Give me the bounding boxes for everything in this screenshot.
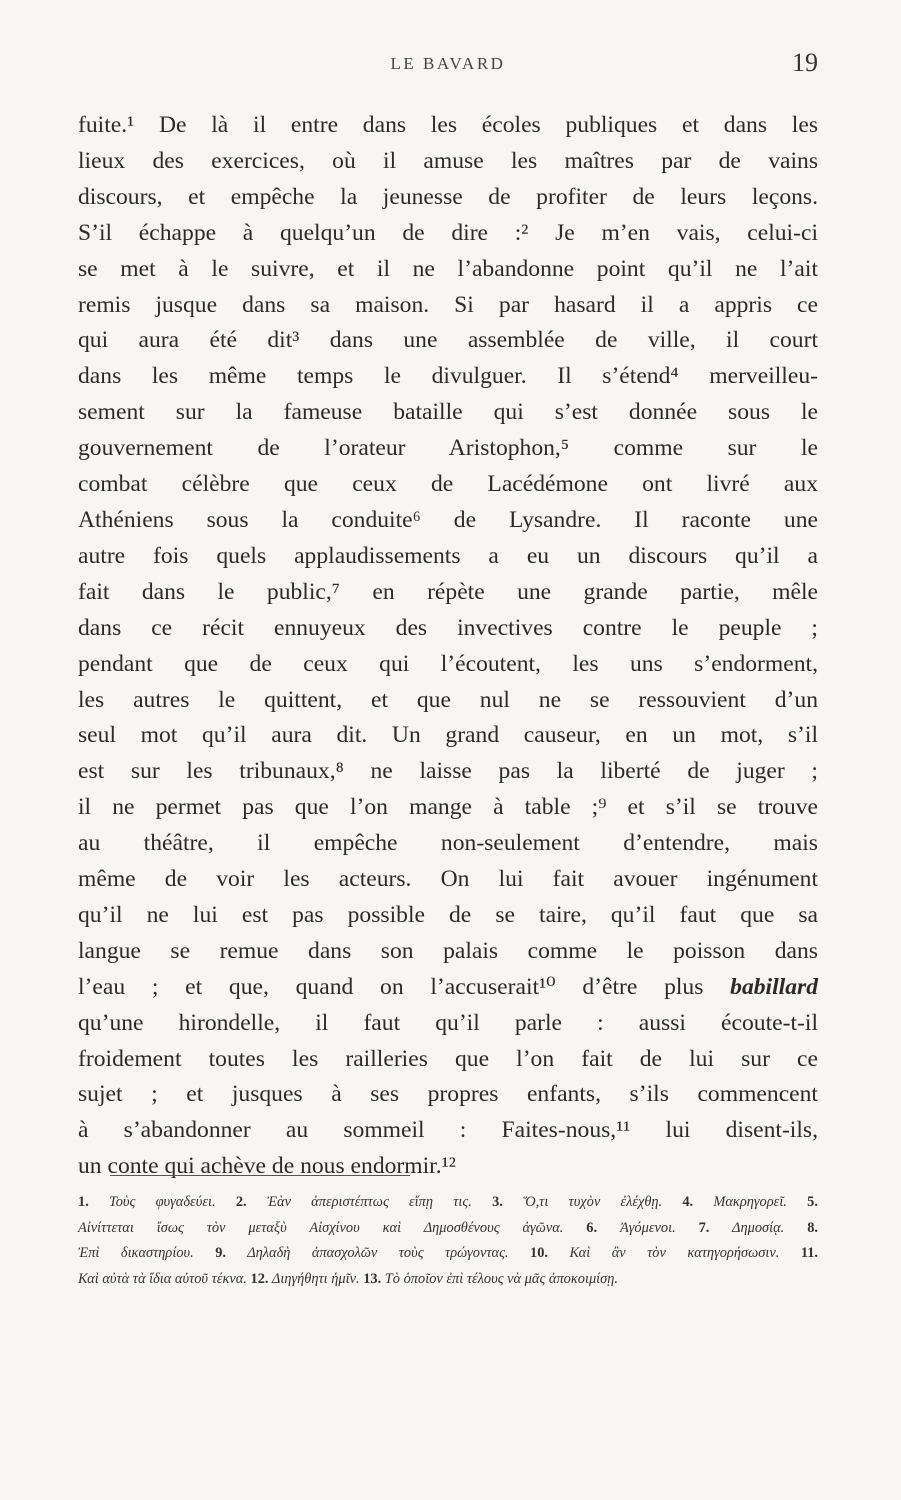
footnote-text: Αἰνίττεται ἴσως τὸν μεταξὺ Αἰσχίνου καὶ Δημοσθένους ἀγῶνα. bbox=[78, 1219, 564, 1236]
page-number: 19 bbox=[792, 48, 818, 77]
footnote-number: 7. bbox=[698, 1219, 710, 1236]
text-line: lieux des exercices, où il amuse les maîtres par de vains bbox=[78, 147, 818, 174]
text-line: discours, et empêche la jeunesse de profiter de leurs leçons. bbox=[78, 183, 818, 210]
text-line: pendant que de ceux qui l’écoutent, les uns s’endorment, bbox=[78, 650, 818, 677]
text-line: S’il échappe à quelqu’un de dire :² Je m’en vais, celui-ci bbox=[78, 219, 818, 246]
footnote-text: Ὅ,τι τυχὸν ἐλέχθῃ. bbox=[523, 1194, 663, 1210]
footnote-text: Ἀγόμενοι. bbox=[619, 1219, 676, 1236]
footnote-text: Δηλαδὴ ἀπασχολῶν τοὺς τρώγοντας. bbox=[247, 1245, 509, 1262]
text-line: il ne permet pas que l’on mange à table ;⁹ et s’il se trouve bbox=[78, 794, 818, 821]
text-line-with-emphasis bbox=[78, 970, 818, 1006]
text-line: seul mot qu’il aura dit. Un grand causeur, en un mot, s’il bbox=[78, 722, 818, 749]
footnote-number: 13. bbox=[363, 1270, 382, 1287]
footnote-text: Καὶ ἂν τὸν κατηγορήσωσιν. bbox=[569, 1245, 780, 1262]
footnote-line bbox=[78, 1267, 818, 1293]
body-text bbox=[78, 108, 818, 1185]
text-line: qu’il ne lui est pas possible de se taire, qu’il faut que sa bbox=[78, 901, 818, 928]
footnote-line bbox=[78, 1241, 818, 1267]
text-line: dans les même temps le divulguer. Il s’étend⁴ merveilleu- bbox=[78, 363, 818, 390]
page-header bbox=[78, 48, 818, 84]
footnote-number: 8. bbox=[807, 1219, 818, 1236]
running-title: LE BAVARD bbox=[390, 54, 506, 73]
text-line: fait dans le public,⁷ en répète une grande partie, mêle bbox=[78, 578, 818, 605]
text-line: sement sur la fameuse bataille qui s’est donnée sous le bbox=[78, 399, 818, 426]
text-line: remis jusque dans sa maison. Si par hasard il a appris ce bbox=[78, 291, 818, 318]
footnote-number: 2. bbox=[235, 1194, 247, 1210]
footnote-divider bbox=[110, 1175, 410, 1176]
footnote-number: 11. bbox=[800, 1245, 819, 1262]
footnote-number: 3. bbox=[492, 1194, 503, 1210]
footnote-number: 1. bbox=[78, 1194, 89, 1210]
text-line: froidement toutes les railleries que l’on fait de lui sur ce bbox=[78, 1045, 818, 1072]
footnote-text: Ἐπὶ δικαστηρίου. bbox=[78, 1245, 194, 1262]
footnote-number: 4. bbox=[682, 1194, 694, 1210]
text-line: même de voir les acteurs. On lui fait avouer ingénument bbox=[78, 866, 818, 893]
text-line: combat célèbre que ceux de Lacédémone ont livré aux bbox=[78, 471, 818, 498]
text-line: est sur les tribunaux,⁸ ne laisse pas la liberté de juger ; bbox=[78, 758, 818, 785]
footnote-text: Καὶ αὐτὰ τὰ ἴδια αὐτοῦ τέκνα. bbox=[78, 1270, 247, 1287]
footnote-text: Δημοσίᾳ. bbox=[732, 1219, 785, 1236]
footnote-text: Μακρηγορεῖ. bbox=[713, 1194, 787, 1210]
footnote-number: 5. bbox=[807, 1194, 818, 1210]
text-line: un conte qui achève de nous endormir.¹² bbox=[78, 1153, 456, 1180]
text-line: qu’une hirondelle, il faut qu’il parle : aussi écoute-t-il bbox=[78, 1009, 818, 1036]
text-line: les autres le quittent, et que nul ne se ressouvient d’un bbox=[78, 686, 818, 713]
footnote-number: 12. bbox=[250, 1270, 269, 1287]
footnote-line bbox=[78, 1216, 818, 1242]
text-line-part: l’eau ; et que, quand on l’accuserait¹⁰ d’être plus bbox=[78, 973, 704, 1000]
text-line: Athéniens sous la conduite⁶ de Lysandre. Il raconte une bbox=[78, 506, 818, 533]
footnote-text: Ἐὰν ἀπεριστέπτως εἴπῃ τις. bbox=[266, 1194, 472, 1210]
text-line: autre fois quels applaudissements a eu un discours qu’il a bbox=[78, 542, 818, 569]
emphasis-word: babillard bbox=[730, 973, 818, 1000]
text-line: se met à le suivre, et il ne l’abandonne point qu’il ne l’ait bbox=[78, 255, 818, 282]
text-line: gouvernement de l’orateur Aristophon,⁵ comme sur le bbox=[78, 435, 818, 462]
text-line: dans ce récit ennuyeux des invectives contre le peuple ; bbox=[78, 614, 818, 641]
text-line: qui aura été dit³ dans une assemblée de ville, il court bbox=[78, 327, 818, 354]
text-line: à s’abandonner au sommeil : Faites-nous,¹¹ lui disent-ils, bbox=[78, 1117, 818, 1144]
text-line: fuite.¹ De là il entre dans les écoles publiques et dans les bbox=[78, 112, 818, 138]
footnotes bbox=[78, 1190, 818, 1292]
text-line: langue se remue dans son palais comme le poisson dans bbox=[78, 937, 818, 964]
footnote-text: Διηγήθητι ἡμῖν. bbox=[271, 1270, 360, 1287]
text-line: sujet ; et jusques à ses propres enfants, s’ils commencent bbox=[78, 1081, 818, 1108]
footnote-number: 9. bbox=[215, 1245, 226, 1262]
footnote-text: Τὸ ὁποῖον ἐπὶ τέλους νὰ μᾶς ἀποκοιμίσῃ. bbox=[384, 1270, 619, 1287]
text-line: au théâtre, il empêche non-seulement d’entendre, mais bbox=[78, 830, 818, 857]
footnote-line bbox=[78, 1190, 818, 1216]
footnote-number: 6. bbox=[586, 1219, 598, 1236]
footnote-text: Τοὺς φυγαδεύει. bbox=[109, 1194, 216, 1210]
footnote-number: 10. bbox=[530, 1245, 549, 1262]
